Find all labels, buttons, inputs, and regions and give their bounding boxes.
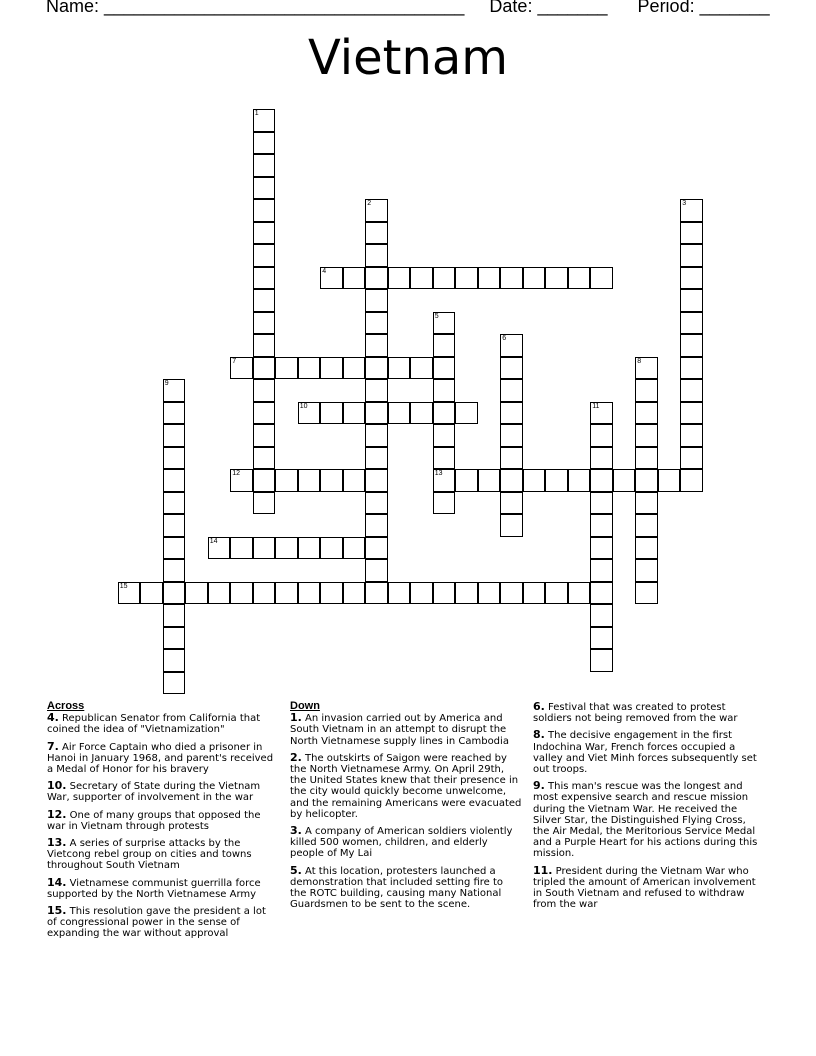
grid-cell[interactable]	[253, 447, 276, 470]
grid-cell[interactable]	[253, 199, 276, 222]
grid-cell[interactable]	[500, 514, 523, 537]
grid-cell[interactable]	[365, 357, 388, 380]
grid-cell[interactable]	[523, 582, 546, 605]
clue-number-label: 2	[367, 200, 372, 207]
grid-cell[interactable]	[208, 537, 231, 560]
grid-cell[interactable]	[433, 424, 456, 447]
grid-cell[interactable]	[658, 469, 681, 492]
clue-item	[290, 865, 522, 911]
grid-cell[interactable]	[523, 469, 546, 492]
clue-number: 9.	[533, 779, 545, 793]
grid-cell[interactable]	[433, 582, 456, 605]
grid-cell[interactable]	[163, 559, 186, 582]
clue-text: Vietnamese communist guerrilla force supported by the North Vietnamese Army	[47, 877, 261, 900]
clue-number: 7.	[47, 739, 59, 753]
grid-cell[interactable]	[163, 492, 186, 515]
grid-cell[interactable]	[635, 424, 658, 447]
grid-cell[interactable]	[455, 582, 478, 605]
grid-cell[interactable]	[343, 402, 366, 425]
grid-cell[interactable]	[230, 582, 253, 605]
grid-cell[interactable]	[343, 537, 366, 560]
clue-item	[47, 712, 275, 735]
clue-text: One of many groups that opposed the war in Vietnam through protests	[47, 809, 261, 832]
grid-cell[interactable]	[590, 424, 613, 447]
grid-cell[interactable]	[253, 154, 276, 177]
grid-cell[interactable]	[253, 379, 276, 402]
grid-cell[interactable]	[500, 402, 523, 425]
clue-text: At this location, protesters launched a demonstration that included setting fire to the ROTC building, causing many National Guardsmen to be sent to the scene.	[290, 865, 504, 911]
grid-cell[interactable]	[365, 379, 388, 402]
across-heading: Across	[47, 700, 85, 712]
grid-cell[interactable]	[568, 267, 591, 290]
grid-cell[interactable]	[275, 357, 298, 380]
grid-cell[interactable]	[253, 177, 276, 200]
grid-cell[interactable]	[410, 582, 433, 605]
grid-cell[interactable]	[365, 267, 388, 290]
grid-cell[interactable]	[320, 537, 343, 560]
grid-cell[interactable]	[298, 537, 321, 560]
grid-cell[interactable]	[388, 357, 411, 380]
grid-cell[interactable]	[208, 582, 231, 605]
grid-cell[interactable]	[545, 469, 568, 492]
grid-cell[interactable]	[590, 559, 613, 582]
grid-cell[interactable]	[433, 379, 456, 402]
clue-item	[47, 905, 275, 940]
clue-text: An invasion carried out by America and South Vietnam in an attempt to disrupt the North Vietnamese supply lines in Cambodia	[290, 713, 509, 747]
grid-cell[interactable]	[230, 537, 253, 560]
clue-item	[290, 712, 522, 747]
grid-cell[interactable]	[523, 267, 546, 290]
grid-cell[interactable]	[500, 447, 523, 470]
grid-cell[interactable]	[163, 672, 186, 695]
grid-cell[interactable]	[635, 447, 658, 470]
clue-item	[47, 780, 275, 803]
clue-number-label: 10	[299, 402, 308, 410]
grid-cell[interactable]	[635, 582, 658, 605]
grid-cell[interactable]	[253, 469, 276, 492]
grid-cell[interactable]	[433, 492, 456, 515]
grid-cell[interactable]	[365, 199, 388, 222]
grid-cell[interactable]	[680, 424, 703, 447]
clue-item	[47, 837, 275, 872]
grid-cell[interactable]	[365, 334, 388, 357]
grid-cell[interactable]	[253, 424, 276, 447]
clue-text: A company of American soldiers violently killed 500 women, children, and elderly people of My Lai	[290, 826, 513, 860]
grid-cell[interactable]	[680, 447, 703, 470]
date-field[interactable]: Date: _______	[489, 0, 608, 16]
clue-item	[533, 701, 765, 724]
clue-item	[47, 809, 275, 832]
grid-cell[interactable]	[590, 649, 613, 672]
grid-cell[interactable]	[680, 379, 703, 402]
grid-cell[interactable]	[388, 582, 411, 605]
grid-cell[interactable]	[365, 244, 388, 267]
grid-cell[interactable]	[320, 357, 343, 380]
clue-number: 4.	[47, 711, 59, 725]
grid-cell[interactable]	[163, 469, 186, 492]
grid-cell[interactable]	[253, 582, 276, 605]
grid-cell[interactable]	[320, 469, 343, 492]
grid-cell[interactable]	[365, 424, 388, 447]
clue-number-label: 6	[502, 335, 507, 342]
grid-cell[interactable]	[365, 559, 388, 582]
grid-cell[interactable]	[163, 402, 186, 425]
grid-cell[interactable]	[275, 537, 298, 560]
grid-cell[interactable]	[253, 132, 276, 155]
grid-cell[interactable]	[343, 357, 366, 380]
clue-text: The decisive engagement in the first Indochina War, French forces occupied a valley and Viet Minh forces subsequently set out troops.	[533, 730, 757, 776]
period-field[interactable]: Period: _______	[637, 0, 770, 16]
grid-cell[interactable]	[275, 469, 298, 492]
clue-number-label: 1	[254, 110, 259, 117]
grid-cell[interactable]	[343, 582, 366, 605]
grid-cell[interactable]	[635, 559, 658, 582]
clue-number: 15.	[47, 904, 67, 918]
across-clue-list	[47, 712, 275, 939]
grid-cell[interactable]	[635, 402, 658, 425]
clue-number-label: 15	[119, 582, 128, 590]
grid-cell[interactable]	[680, 469, 703, 492]
across-clues-column	[47, 701, 275, 945]
grid-cell[interactable]	[568, 582, 591, 605]
grid-cell[interactable]	[388, 267, 411, 290]
clue-number-label: 8	[637, 357, 642, 365]
grid-cell[interactable]	[680, 312, 703, 335]
clue-number-label: 3	[682, 200, 687, 207]
grid-cell[interactable]	[365, 514, 388, 537]
grid-cell[interactable]	[365, 312, 388, 335]
clue-text: Festival that was created to protest soldiers not being removed from the war	[533, 702, 738, 725]
clue-text: The outskirts of Saigon were reached by the North Vietnamese Army. On April 29th, the United States knew that their presence in the city would quickly become unwelcome, and the remaining Americans were evacuated by helicopter.	[290, 752, 522, 820]
grid-cell[interactable]	[253, 537, 276, 560]
clue-number-label: 5	[434, 312, 439, 320]
grid-cell[interactable]	[545, 267, 568, 290]
grid-cell[interactable]	[635, 492, 658, 515]
grid-cell[interactable]	[253, 244, 276, 267]
grid-cell[interactable]	[590, 537, 613, 560]
grid-cell[interactable]	[680, 357, 703, 380]
grid-cell[interactable]	[365, 289, 388, 312]
clue-item	[533, 729, 765, 775]
grid-cell[interactable]	[163, 649, 186, 672]
grid-cell[interactable]	[590, 267, 613, 290]
grid-cell[interactable]	[320, 582, 343, 605]
grid-cell[interactable]	[320, 267, 343, 290]
grid-cell[interactable]	[590, 447, 613, 470]
grid-cell[interactable]	[365, 537, 388, 560]
clue-number: 13.	[47, 836, 67, 850]
grid-cell[interactable]	[680, 402, 703, 425]
clue-number-label: 9	[164, 380, 169, 387]
grid-cell[interactable]	[590, 492, 613, 515]
clue-number: 14.	[47, 875, 67, 889]
clue-item	[290, 825, 522, 860]
grid-cell[interactable]	[163, 604, 186, 627]
clue-number-label: 12	[232, 470, 240, 477]
down-clue-list	[290, 712, 522, 910]
grid-cell[interactable]	[590, 627, 613, 650]
grid-cell[interactable]	[590, 402, 613, 425]
clue-item	[47, 741, 275, 776]
clue-text: A series of surprise attacks by the Vietcong rebel group on cities and towns throughout South Vietnam	[47, 838, 252, 872]
grid-cell[interactable]	[253, 109, 276, 132]
grid-cell[interactable]	[433, 312, 456, 335]
grid-cell[interactable]	[680, 289, 703, 312]
clue-item	[290, 752, 522, 820]
grid-cell[interactable]	[365, 469, 388, 492]
grid-cell[interactable]	[253, 402, 276, 425]
grid-cell[interactable]	[163, 447, 186, 470]
clue-number: 6.	[533, 700, 545, 713]
clue-text: This man's rescue was the longest and most expensive search and rescue mission during the Vietnam War. He received the Silver Star, the Distinguished Flying Cross, the Air Medal, the Meritorious Service Medal and a Purple Heart for his actions during this mission.	[533, 781, 758, 860]
grid-cell[interactable]	[500, 334, 523, 357]
clue-text: This resolution gave the president a lot of congressional power in the sense of expanding the war without approval	[47, 906, 266, 940]
puzzle-title: Vietnam	[307, 30, 509, 86]
grid-cell[interactable]	[140, 582, 163, 605]
grid-cell[interactable]	[590, 514, 613, 537]
grid-cell[interactable]	[230, 469, 253, 492]
clue-number-label: 11	[592, 402, 600, 410]
grid-cell[interactable]	[455, 469, 478, 492]
grid-cell[interactable]	[253, 267, 276, 290]
clue-number-label: 7	[232, 357, 237, 365]
grid-cell[interactable]	[433, 334, 456, 357]
clue-item	[533, 780, 765, 859]
clue-number-label: 14	[209, 537, 218, 545]
grid-cell[interactable]	[500, 492, 523, 515]
grid-cell[interactable]	[365, 492, 388, 515]
grid-cell[interactable]	[365, 582, 388, 605]
grid-cell[interactable]	[163, 379, 186, 402]
grid-cell[interactable]	[253, 357, 276, 380]
grid-cell[interactable]	[500, 267, 523, 290]
grid-cell[interactable]	[298, 469, 321, 492]
clue-item	[533, 865, 765, 911]
clue-number: 8.	[533, 728, 545, 742]
grid-cell[interactable]	[365, 447, 388, 470]
grid-cell[interactable]	[163, 537, 186, 560]
grid-cell[interactable]	[545, 582, 568, 605]
clue-text: Secretary of State during the Vietnam War, supporter of involvement in the war	[47, 781, 261, 804]
grid-cell[interactable]	[433, 469, 456, 492]
grid-cell[interactable]	[613, 469, 636, 492]
grid-cell[interactable]	[455, 267, 478, 290]
grid-cell[interactable]	[680, 244, 703, 267]
grid-cell[interactable]	[635, 357, 658, 380]
grid-cell[interactable]	[163, 424, 186, 447]
grid-cell[interactable]	[433, 402, 456, 425]
grid-cell[interactable]	[365, 222, 388, 245]
grid-cell[interactable]	[635, 379, 658, 402]
grid-cell[interactable]	[455, 402, 478, 425]
grid-cell[interactable]	[275, 582, 298, 605]
grid-cell[interactable]	[343, 469, 366, 492]
grid-cell[interactable]	[433, 357, 456, 380]
grid-cell[interactable]	[163, 627, 186, 650]
grid-cell[interactable]	[433, 447, 456, 470]
grid-cell[interactable]	[365, 402, 388, 425]
grid-cell[interactable]	[230, 357, 253, 380]
clue-text: Air Force Captain who died a prisoner in Hanoi in January 1968, and parent's received a Medal of Honor for his bravery	[47, 741, 274, 776]
grid-cell[interactable]	[298, 357, 321, 380]
grid-cell[interactable]	[253, 289, 276, 312]
grid-cell[interactable]	[590, 604, 613, 627]
grid-cell[interactable]	[410, 357, 433, 380]
grid-cell[interactable]	[680, 334, 703, 357]
grid-cell[interactable]	[635, 514, 658, 537]
grid-cell[interactable]	[500, 357, 523, 380]
grid-cell[interactable]	[388, 402, 411, 425]
clue-number: 2.	[290, 750, 302, 764]
down-clues-column	[290, 701, 522, 915]
grid-cell[interactable]	[118, 582, 141, 605]
grid-cell[interactable]	[253, 312, 276, 335]
clue-number: 10.	[47, 779, 67, 793]
grid-cell[interactable]	[185, 582, 208, 605]
grid-cell[interactable]	[253, 492, 276, 515]
clue-number-label: 4	[322, 267, 327, 275]
grid-cell[interactable]	[320, 402, 343, 425]
grid-cell[interactable]	[680, 199, 703, 222]
clue-number: 1.	[290, 711, 302, 725]
grid-cell[interactable]	[680, 267, 703, 290]
clue-text: Republican Senator from California that coined the idea of "Vietnamization"	[47, 713, 261, 736]
clue-item	[47, 877, 275, 900]
name-field[interactable]: Name: ____________________________________	[46, 0, 465, 16]
grid-cell[interactable]	[500, 379, 523, 402]
grid-cell[interactable]	[478, 582, 501, 605]
grid-cell[interactable]	[298, 582, 321, 605]
grid-cell[interactable]	[410, 402, 433, 425]
grid-cell[interactable]	[590, 469, 613, 492]
grid-cell[interactable]	[253, 222, 276, 245]
clue-number: 12.	[47, 807, 67, 821]
grid-cell[interactable]	[478, 469, 501, 492]
grid-cell[interactable]	[500, 469, 523, 492]
clue-number: 3.	[290, 824, 302, 838]
grid-cell[interactable]	[433, 267, 456, 290]
grid-cell[interactable]	[298, 402, 321, 425]
grid-cell[interactable]	[635, 469, 658, 492]
grid-cell[interactable]	[568, 469, 591, 492]
clue-text: President during the Vietnam War who tripled the amount of American involvement in South Vietnam and refused to withdraw from the war	[533, 865, 756, 911]
grid-cell[interactable]	[635, 537, 658, 560]
grid-cell[interactable]	[253, 334, 276, 357]
grid-cell[interactable]	[500, 582, 523, 605]
down-heading: Down	[290, 700, 320, 712]
grid-cell[interactable]	[410, 267, 433, 290]
down-clues-continued-column	[533, 701, 765, 915]
down-clue-list-continued	[533, 701, 765, 910]
clue-number-label: 13	[434, 470, 443, 477]
grid-cell[interactable]	[500, 424, 523, 447]
grid-cell[interactable]	[478, 267, 501, 290]
clue-number: 5.	[290, 863, 302, 877]
grid-cell[interactable]	[680, 222, 703, 245]
grid-cell[interactable]	[163, 582, 186, 605]
grid-cell[interactable]	[343, 267, 366, 290]
grid-cell[interactable]	[163, 514, 186, 537]
grid-cell[interactable]	[590, 582, 613, 605]
clue-number: 11.	[533, 863, 553, 877]
